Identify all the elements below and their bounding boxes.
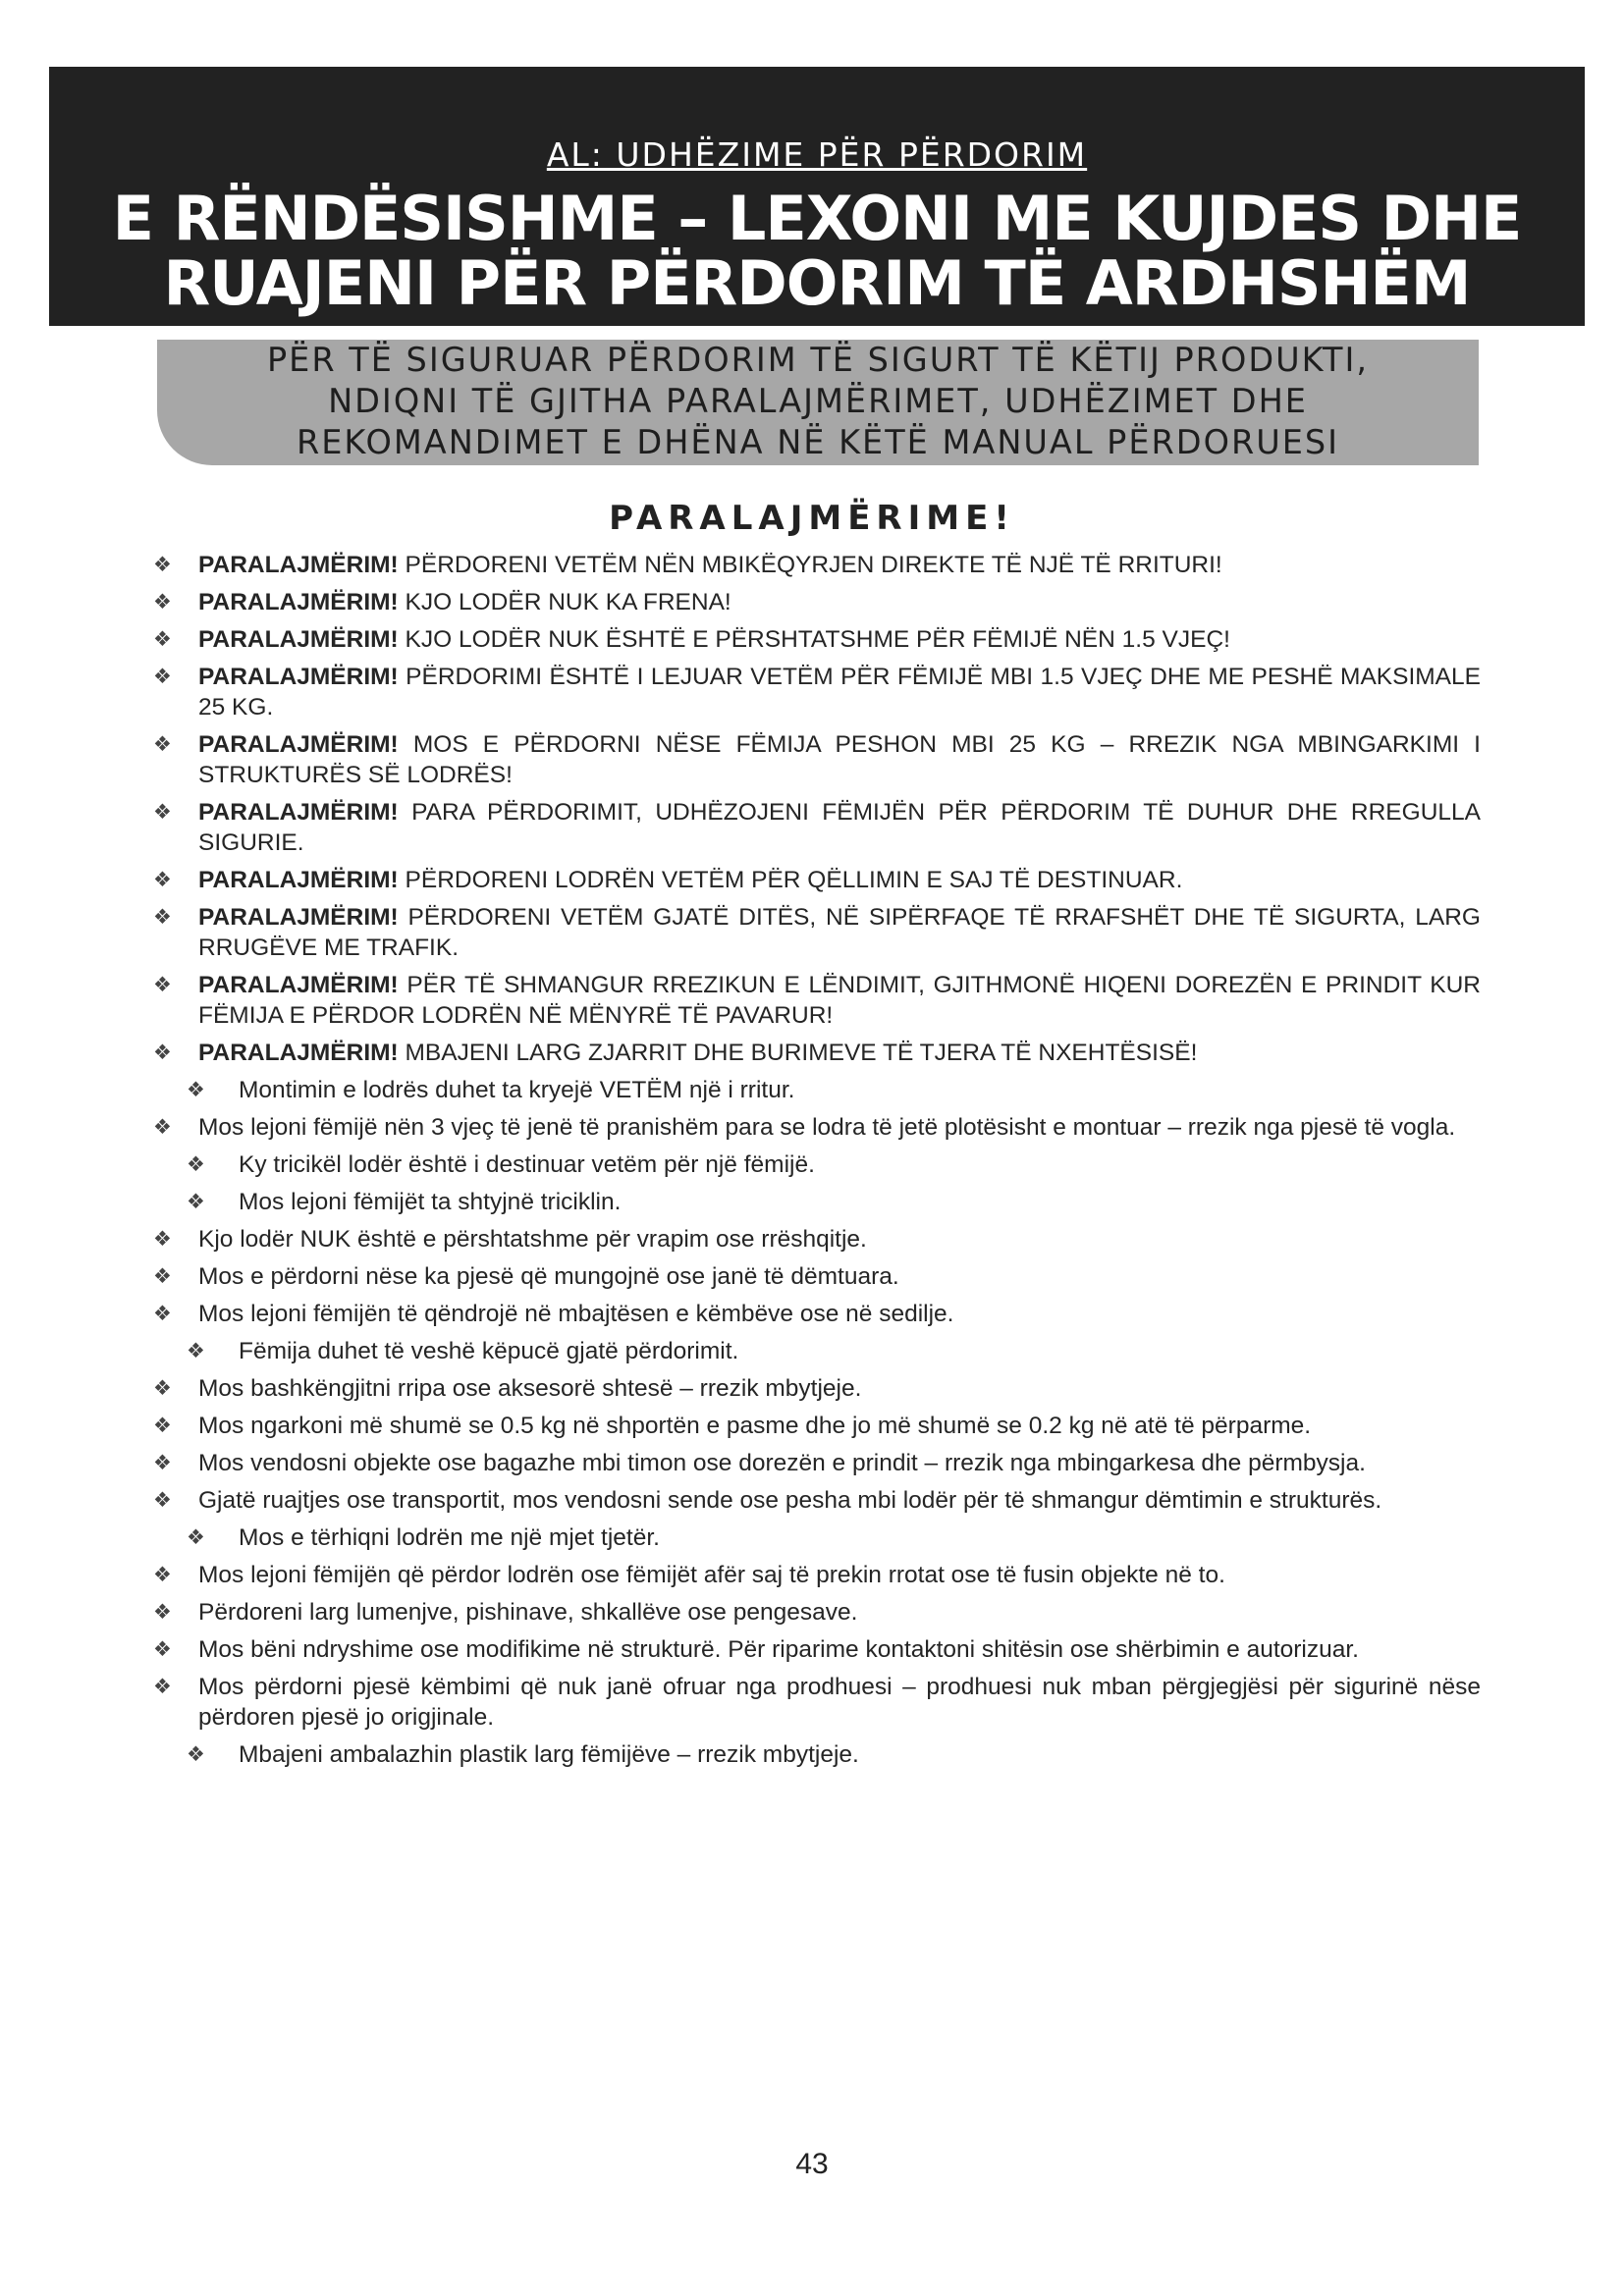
safety-banner (157, 340, 1479, 465)
warning-item (147, 729, 1481, 790)
note-text: Mos lejoni fëmijët ta shtyjnë triciklin. (239, 1189, 622, 1215)
warning-item (147, 797, 1481, 858)
warning-item (147, 624, 1481, 655)
note-item (147, 1739, 1481, 1770)
warning-text: PARA PËRDORIMIT, UDHËZOJENI FËMIJËN PËR PËRDORIM TË DUHUR DHE RREGULLA SIGURIE. (198, 799, 1481, 856)
diamond-bullet-icon: ❖ (187, 1079, 205, 1101)
diamond-bullet-icon: ❖ (153, 869, 172, 891)
warning-text: MBAJENI LARG ZJARRIT DHE BURIMEVE TË TJERA TË NXEHTËSISË! (398, 1040, 1198, 1066)
note-item (147, 1672, 1481, 1733)
note-item (147, 1522, 1481, 1553)
diamond-bullet-icon: ❖ (153, 1303, 172, 1325)
diamond-bullet-icon: ❖ (187, 1153, 205, 1176)
note-item (147, 1597, 1481, 1628)
note-text: Mos përdorni pjesë këmbimi që nuk janë ofruar nga prodhuesi – prodhuesi nuk mban përgjegjësi për sigurinë nëse përdoren pjesë jo origjinale. (198, 1674, 1481, 1731)
warning-item (147, 1038, 1481, 1068)
note-text: Mos e tërhiqni lodrën me një mjet tjetër. (239, 1524, 660, 1551)
manual-subtitle: AL: UDHËZIME PËR PËRDORIM (546, 135, 1088, 174)
note-text: Përdoreni larg lumenjve, pishinave, shkallëve ose pengesave. (198, 1599, 858, 1626)
page-number: 43 (795, 2148, 829, 2180)
warning-text: PËR TË SHMANGUR RREZIKUN E LËNDIMIT, GJITHMONË HIQENI DOREZËN E PRINDIT KUR FËMIJA E PËRDOR LODRËN NË MËNYRË TË PAVARUR! (198, 972, 1481, 1029)
note-item (147, 1336, 1481, 1366)
note-item (147, 1112, 1481, 1143)
warning-text: KJO LODËR NUK ËSHTË E PËRSHTATSHME PËR FËMIJË NËN 1.5 VJEÇ! (398, 626, 1230, 653)
warning-label: PARALAJMËRIM! (198, 867, 399, 893)
warning-text: PËRDORENI VETËM GJATË DITËS, NË SIPËRFAQE TË RRAFSHËT DHE TË SIGURTA, LARG RRUGËVE ME TRAFIK. (198, 904, 1481, 961)
note-text: Mos ngarkoni më shumë se 0.5 kg në shportën e pasme dhe jo më shumë se 0.2 kg në atë të përparme. (198, 1413, 1312, 1439)
diamond-bullet-icon: ❖ (187, 1340, 205, 1362)
warning-text: PËRDORIMI ËSHTË I LEJUAR VETËM PËR FËMIJË MBI 1.5 VJEÇ DHE ME PESHË MAKSIMALE 25 KG. (198, 664, 1481, 721)
warning-label: PARALAJMËRIM! (198, 731, 399, 758)
note-item (147, 1224, 1481, 1255)
diamond-bullet-icon: ❖ (153, 554, 172, 576)
diamond-bullet-icon: ❖ (153, 906, 172, 929)
diamond-bullet-icon: ❖ (153, 1452, 172, 1474)
diamond-bullet-icon: ❖ (187, 1526, 205, 1549)
note-text: Mos e përdorni nëse ka pjesë që mungojnë ose janë të dëmtuara. (198, 1263, 899, 1290)
note-text: Mos vendosni objekte ose bagazhe mbi timon ose dorezën e prindit – rrezik nga mbingarkesa dhe përmbysja. (198, 1450, 1366, 1476)
warning-label: PARALAJMËRIM! (198, 589, 399, 615)
note-text: Mos bashkëngjitni rripa ose aksesorë shtesë – rrezik mbytjeje. (198, 1375, 862, 1402)
warning-item (147, 662, 1481, 722)
note-item (147, 1448, 1481, 1478)
warning-item (147, 587, 1481, 617)
diamond-bullet-icon: ❖ (187, 1191, 205, 1213)
diamond-bullet-icon: ❖ (153, 628, 172, 651)
warning-item (147, 550, 1481, 580)
diamond-bullet-icon: ❖ (153, 1676, 172, 1698)
page-title (49, 183, 1585, 319)
warning-item (147, 902, 1481, 963)
note-text: Montimin e lodrës duhet ta kryejë VETËM një i rritur. (239, 1077, 795, 1103)
note-item (147, 1299, 1481, 1329)
note-item (147, 1187, 1481, 1217)
diamond-bullet-icon: ❖ (153, 801, 172, 824)
warnings-heading: PARALAJMËRIME! (609, 499, 1015, 538)
diamond-bullet-icon: ❖ (153, 974, 172, 996)
note-text: Gjatë ruajtjes ose transportit, mos vendosni sende ose pesha mbi lodër për të shmangur dëmtimin e strukturës. (198, 1487, 1382, 1514)
warning-text: MOS E PËRDORNI NËSE FËMIJA PESHON MBI 25 KG – RREZIK NGA MBINGARKIMI I STRUKTURËS SË LODRËS! (198, 731, 1481, 788)
diamond-bullet-icon: ❖ (153, 733, 172, 756)
note-item (147, 1560, 1481, 1590)
diamond-bullet-icon: ❖ (153, 666, 172, 688)
note-text: Mos lejoni fëmijën të qëndrojë në mbajtësen e këmbëve ose në sedilje. (198, 1301, 954, 1327)
note-item (147, 1075, 1481, 1105)
note-text: Ky tricikël lodër është i destinuar vetëm për një fëmijë. (239, 1151, 815, 1178)
note-text: Kjo lodër NUK është e përshtatshme për vrapim ose rrëshqitje. (198, 1226, 867, 1253)
note-item (147, 1261, 1481, 1292)
title-line-1: E RËNDËSISHME – LEXONI ME KUJDES DHE (112, 183, 1522, 254)
diamond-bullet-icon: ❖ (153, 1116, 172, 1139)
banner-line-3: REKOMANDIMET E DHËNA NË KËTË MANUAL PËRDORUESI (296, 423, 1340, 461)
diamond-bullet-icon: ❖ (153, 1638, 172, 1661)
note-item (147, 1149, 1481, 1180)
diamond-bullet-icon: ❖ (153, 1601, 172, 1624)
diamond-bullet-icon: ❖ (153, 1564, 172, 1586)
diamond-bullet-icon: ❖ (187, 1743, 205, 1766)
warning-text: PËRDORENI VETËM NËN MBIKËQYRJEN DIREKTE TË NJË TË RRITURI! (398, 552, 1222, 578)
title-line-2: RUAJENI PËR PËRDORIM TË ARDHSHËM (163, 247, 1471, 319)
warning-item (147, 970, 1481, 1031)
note-text: Mos lejoni fëmijën që përdor lodrën ose fëmijët afër saj të prekin rrotat ose të fusin objekte në to. (198, 1562, 1225, 1588)
warning-item (147, 865, 1481, 895)
note-item (147, 1373, 1481, 1404)
diamond-bullet-icon: ❖ (153, 1377, 172, 1400)
diamond-bullet-icon: ❖ (153, 1228, 172, 1251)
note-item (147, 1634, 1481, 1665)
note-item (147, 1411, 1481, 1441)
note-text: Mos lejoni fëmijë nën 3 vjeç të jenë të pranishëm para se lodra të jetë plotësisht e montuar – rrezik nga pjesë të vogla. (198, 1114, 1456, 1141)
diamond-bullet-icon: ❖ (153, 591, 172, 614)
warning-label: PARALAJMËRIM! (198, 972, 399, 998)
warning-label: PARALAJMËRIM! (198, 626, 399, 653)
warning-text: KJO LODËR NUK KA FRENA! (398, 589, 731, 615)
warning-text: PËRDORENI LODRËN VETËM PËR QËLLIMIN E SAJ TË DESTINUAR. (398, 867, 1183, 893)
warning-label: PARALAJMËRIM! (198, 552, 399, 578)
diamond-bullet-icon: ❖ (153, 1041, 172, 1064)
warning-label: PARALAJMËRIM! (198, 1040, 399, 1066)
note-text: Mos bëni ndryshime ose modifikime në strukturë. Për riparime kontaktoni shitësin ose shërbimin e autorizuar. (198, 1636, 1359, 1663)
warning-label: PARALAJMËRIM! (198, 904, 399, 931)
note-text: Fëmija duhet të veshë këpucë gjatë përdorimit. (239, 1338, 739, 1364)
diamond-bullet-icon: ❖ (153, 1415, 172, 1437)
note-text: Mbajeni ambalazhin plastik larg fëmijëve – rrezik mbytjeje. (239, 1741, 859, 1768)
banner-line-2: NDIQNI TË GJITHA PARALAJMËRIMET, UDHËZIMET DHE (328, 382, 1308, 420)
diamond-bullet-icon: ❖ (153, 1265, 172, 1288)
banner-line-1: PËR TË SIGURUAR PËRDORIM TË SIGURT TË KËTIJ PRODUKTI, (266, 341, 1369, 379)
note-item (147, 1485, 1481, 1516)
header-block (49, 67, 1585, 326)
warning-label: PARALAJMËRIM! (198, 664, 399, 690)
warnings-list (147, 550, 1481, 1777)
warning-label: PARALAJMËRIM! (198, 799, 399, 826)
diamond-bullet-icon: ❖ (153, 1489, 172, 1512)
